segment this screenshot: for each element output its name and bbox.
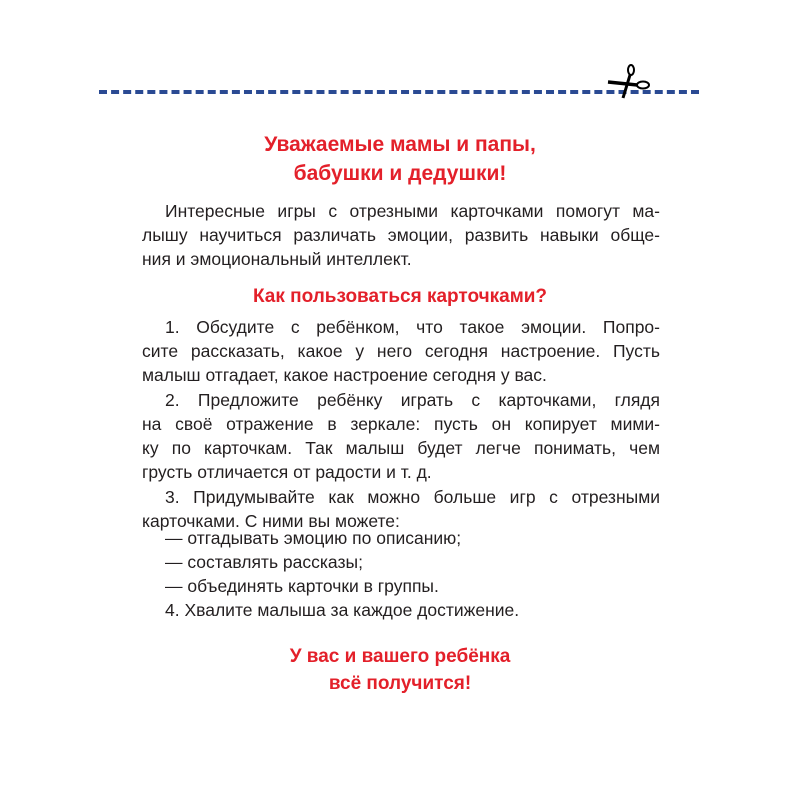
item2-line: ку по карточкам. Так малыш будет легче понимать, чем <box>142 438 660 458</box>
intro-line: лышу научиться различать эмоции, развить навыки обще- <box>142 225 660 245</box>
intro-line: ния и эмоциональный интеллект. <box>142 249 412 269</box>
closing-line-2: всё получится! <box>328 673 472 694</box>
item2-line: 2. Предложите ребёнку играть с карточками, глядя <box>165 390 660 410</box>
item1-line: малыш отгадает, какое настроение сегодня у вас. <box>142 365 547 385</box>
subheading: Как пользоваться карточками? <box>252 286 548 307</box>
intro-line: Интересные игры с отрезными карточками помогут ма- <box>165 201 660 221</box>
item4-line: 4. Хвалите малыша за каждое достижение. <box>165 600 520 620</box>
item3-bullet: — составлять рассказы; <box>165 552 363 572</box>
item3-bullet: — объединять карточки в группы. <box>165 576 439 596</box>
title-line-1: Уважаемые мамы и папы, <box>264 133 536 156</box>
title-line-2: бабушки и дедушки! <box>293 162 507 185</box>
closing-line-1: У вас и вашего ребёнка <box>289 646 511 667</box>
item2-line: грусть отличается от радости и т. д. <box>142 462 432 482</box>
item2-line: на своё отражение в зеркале: пусть он копирует мими- <box>142 414 660 434</box>
item1-line: 1. Обсудите с ребёнком, что такое эмоции. Попро- <box>165 317 660 337</box>
item1-line: сите рассказать, какое у него сегодня настроение. Пусть <box>142 341 660 361</box>
item3-line: 3. Придумывайте как можно больше игр с отрезными <box>165 487 660 507</box>
item3-line: карточками. С ними вы можете: <box>142 511 400 531</box>
item3-bullet: — отгадывать эмоцию по описанию; <box>165 528 462 548</box>
scissors-icon <box>600 60 650 100</box>
